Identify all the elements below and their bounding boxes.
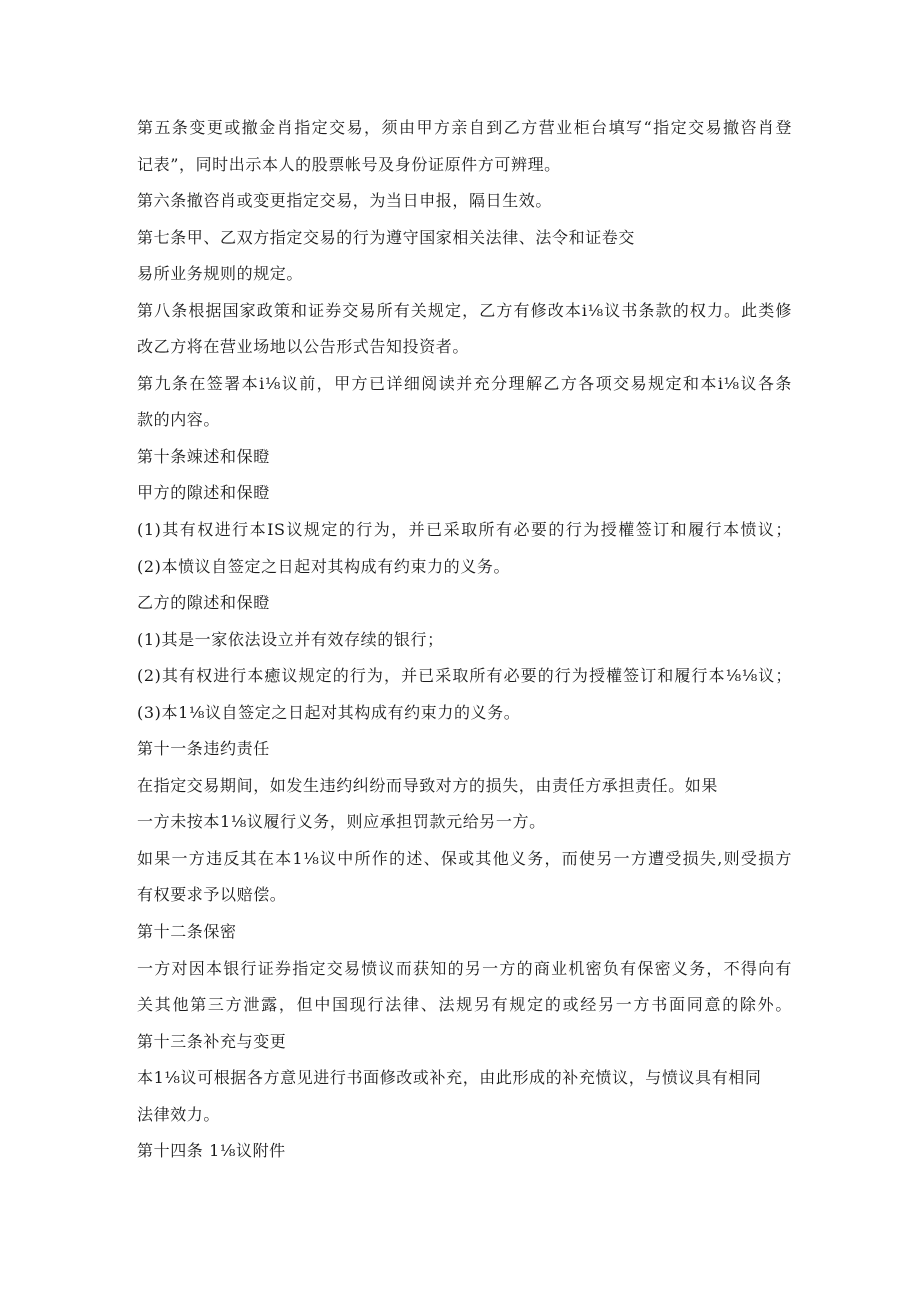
text-line: 乙方的隙述和保瞪 (137, 593, 270, 613)
text-line: 一方对因本银行证券指定交易愤议而获知的另一方的商业机密负有保密义务，不得向有 (137, 958, 792, 978)
text-line: 一方未按本1⅛议履行义务，则应承担罚款元给另一方。 (137, 812, 546, 832)
document-body (137, 110, 792, 1170)
text-line: (2)本愤议自签定之日起对其构成有约束力的义务。 (137, 556, 511, 576)
text-line: 易所业务规则的规定。 (137, 264, 304, 284)
text-line: 改乙方将在营业场地以公告形式告知投资者。 (137, 337, 470, 357)
text-line: 第九条在签署本i⅛议前，甲方已详细阅读并充分理解乙方各项交易规定和本i⅛议各条 (137, 373, 792, 393)
text-line: 第五条变更或撤金肖指定交易，须由甲方亲自到乙方营业柜台填写“指定交易撤咨肖登 (137, 118, 792, 137)
text-line: 款的内容。 (137, 410, 221, 430)
text-line: 第六条撤咨肖或变更指定交易，为当日申报，隔日生效。 (137, 191, 553, 211)
text-line: (1)其是一家依法设立并有效存续的银行； (137, 629, 444, 649)
text-line: 第七条甲、乙双方指定交易的行为遵守国家相关法律、法令和证卷交 (137, 227, 636, 247)
text-line: 有权要求予以赔偿。 (137, 885, 287, 905)
text-line: 在指定交易期间，如发生违约纠纷而导致对方的损失，由责任方承担责任。如果 (137, 775, 719, 795)
text-line: 甲方的隙述和保瞪 (137, 483, 270, 503)
text-line: (3)本1⅛议自签定之日起对其构成有约束力的义务。 (137, 702, 521, 722)
text-line: 关其他第三方泄露，但中国现行法律、法规另有规定的或经另一方书面同意的除外。 (137, 995, 792, 1015)
text-line: 如果一方违反其在本1⅛议中所作的述、保或其他义务，而使另一方遭受损失,则受损方 (137, 848, 792, 868)
text-line: 第十一条违约责任 (137, 739, 270, 759)
text-line: 本1⅛议可根据各方意见进行书面修改或补充，由此形成的补充愤议，与愤议具有相同 (137, 1068, 762, 1088)
text-line: 第八条根据国家政策和证券交易所有关规定，乙方有修改本i⅛议书条款的权力。此类修 (137, 300, 792, 320)
text-line: 第十三条补充与变更 (137, 1031, 287, 1051)
text-line: 记表”，同时出示本人的股票帐号及身份证原件方可辨理。 (137, 154, 561, 174)
text-line: 第十条竦述和保瞪 (137, 446, 270, 466)
text-line: 第十四条 1⅛议附件 (137, 1141, 286, 1161)
text-line: 法律效力。 (137, 1104, 221, 1124)
text-line: (1)其有权进行本IS议规定的行为，并已采取所有必要的行为授權签订和履行本愤议； (137, 520, 792, 540)
text-line: (2)其有权进行本癒议规定的行为，并已采取所有必要的行为授權签订和履行本⅛⅛议； (137, 666, 792, 686)
text-line: 第十二条保密 (137, 922, 237, 942)
